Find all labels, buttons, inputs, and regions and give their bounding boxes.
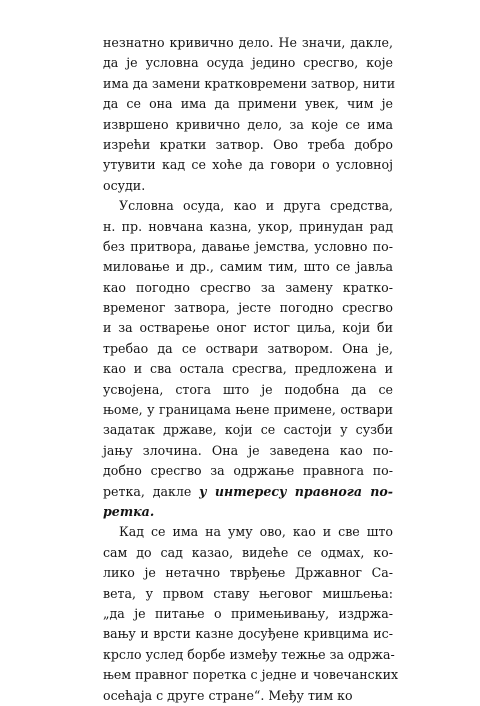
text-line xyxy=(103,645,393,665)
text-line xyxy=(103,482,393,502)
text-segment: вета, у првом ставу његовог мишљења: xyxy=(103,585,393,601)
text-line xyxy=(103,237,393,257)
text-line xyxy=(103,563,393,583)
text-line xyxy=(103,298,393,318)
text-line xyxy=(103,584,393,604)
text-segment: миловање и др., самим тим, што се јавља xyxy=(103,259,393,275)
text-segment: као погодно сресгво за замену кратко- xyxy=(103,279,393,295)
text-segment: осуди. xyxy=(103,177,146,193)
text-segment: да је условна осуда једино сресгво, које xyxy=(103,55,393,71)
text-segment: временог затвора, јесте погодно сресгво xyxy=(103,300,393,316)
text-segment: њем правног поретка с једне и човечанских xyxy=(103,667,399,683)
text-segment: н. пр. новчана казна, укор, принудан рад xyxy=(103,218,393,234)
text-line xyxy=(103,33,393,53)
text-line xyxy=(103,624,393,644)
text-line xyxy=(103,94,393,114)
text-line xyxy=(103,115,393,135)
text-line xyxy=(103,686,393,706)
text-line xyxy=(103,217,393,237)
text-segment: и за остварење оног истог циља, који би xyxy=(103,320,393,336)
text-line xyxy=(103,543,393,563)
text-segment: Условна осуда, као и друга средства, xyxy=(119,198,393,214)
paragraph xyxy=(103,33,396,196)
text-line xyxy=(103,502,393,522)
text-segment: лико је нетачно тврђење Државног Са- xyxy=(103,565,393,581)
text-segment: утувити кад се хоће да говори о условној xyxy=(103,157,393,173)
text-line xyxy=(103,257,393,277)
text-line xyxy=(103,74,396,94)
text-segment: требао да се оствари затвором. Она је, xyxy=(103,340,393,356)
text-line xyxy=(103,522,393,542)
emphasized-text: у интересу правнога по- xyxy=(199,483,393,499)
text-line xyxy=(103,339,393,359)
text-segment: као и сва остала сресгва, предложена и xyxy=(103,361,393,377)
text-line xyxy=(103,461,393,481)
text-segment: усвојена, стога што је подобна да се xyxy=(103,381,393,397)
text-segment: да се она има да примени увек, чим је xyxy=(103,96,393,112)
text-line xyxy=(103,278,393,298)
paragraph xyxy=(103,522,399,706)
text-line xyxy=(103,135,393,155)
text-line xyxy=(103,196,393,216)
text-segment: њоме, у границама њене примене, оствари xyxy=(103,402,393,418)
text-segment: незнатно кривично дело. Не значи, дакле, xyxy=(103,35,393,50)
body-text xyxy=(103,33,399,706)
text-line xyxy=(103,441,393,461)
text-line xyxy=(103,176,393,196)
text-segment: Кад се има на уму ово, као и све што xyxy=(119,524,393,540)
text-segment: има да замени кратковремени затвор, нити xyxy=(103,75,396,91)
text-line xyxy=(103,604,393,624)
text-line xyxy=(103,318,393,338)
text-segment: задатак државе, који се састоји у сузби xyxy=(103,422,393,438)
text-line xyxy=(103,359,393,379)
emphasized-text: ретка. xyxy=(103,503,155,519)
text-segment: „да је питање о примењивању, издржа- xyxy=(103,605,393,621)
text-segment: осећаја с друге стране“. Међу тим ко xyxy=(103,687,353,703)
text-line xyxy=(103,665,399,685)
text-line xyxy=(103,380,393,400)
text-segment: јању злочина. Она је заведена као по- xyxy=(103,442,393,458)
text-segment: вању и врсти казне досуђене кривцима ис- xyxy=(103,626,393,642)
paragraph xyxy=(103,196,393,522)
text-segment: изрећи кратки затвор. Ово треба добро xyxy=(103,136,393,152)
text-line xyxy=(103,53,393,73)
text-segment: добно сресгво за одржање правнога по- xyxy=(103,463,393,479)
text-segment: крсло услед борбе између тежње за одржа- xyxy=(103,646,395,662)
text-line xyxy=(103,400,393,420)
text-segment: извршено кривично дело, за које се има xyxy=(103,116,393,132)
text-line xyxy=(103,155,393,175)
text-line xyxy=(103,420,393,440)
text-segment: сам до сад казао, видеће се одмах, ко- xyxy=(103,544,393,560)
text-segment: без притвора, давање јемства, условно по- xyxy=(103,238,393,254)
text-segment: ретка, дакле xyxy=(103,483,200,499)
